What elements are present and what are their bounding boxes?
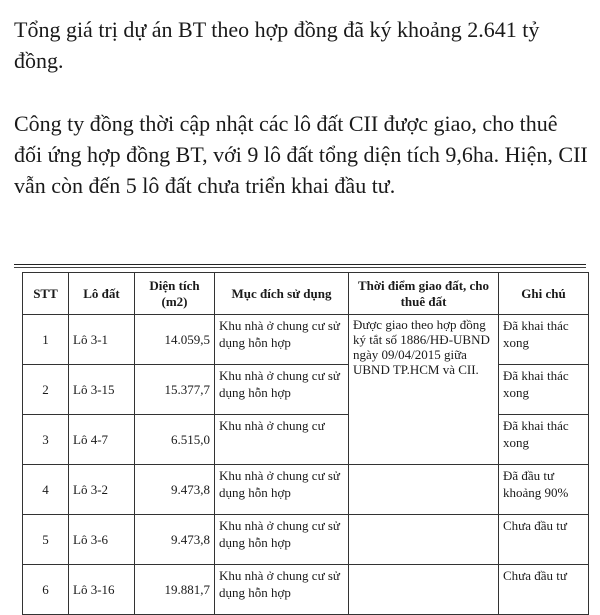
cell-lot: Lô 3-15 — [69, 365, 135, 415]
cell-area: 9.473,8 — [135, 515, 215, 565]
table-row — [23, 415, 589, 465]
cell-purpose: Khu nhà ở chung cư sử dụng hỗn hợp — [215, 315, 349, 365]
land-lots-table — [22, 272, 589, 615]
cell-purpose: Khu nhà ở chung cư sử dụng hỗn hợp — [215, 365, 349, 415]
cell-lot: Lô 4-7 — [69, 415, 135, 465]
table-row — [23, 565, 589, 615]
cell-stt: 5 — [23, 515, 69, 565]
table-row — [23, 465, 589, 515]
cell-time-empty — [349, 465, 499, 515]
cell-time: Được giao theo hợp đồng ký tắt số 1886/HĐ-UBND ngày 09/04/2015 giữa UBND TP.HCM và CII. — [349, 315, 499, 465]
cell-purpose: Khu nhà ở chung cư sử dụng hỗn hợp — [215, 565, 349, 615]
cell-lot: Lô 3-16 — [69, 565, 135, 615]
cell-stt: 4 — [23, 465, 69, 515]
cell-lot: Lô 3-2 — [69, 465, 135, 515]
table-header-row — [23, 273, 589, 315]
cell-time-empty — [349, 515, 499, 565]
cell-stt: 6 — [23, 565, 69, 615]
cell-purpose: Khu nhà ở chung cư sử dụng hỗn hợp — [215, 465, 349, 515]
table-top-rule — [14, 264, 586, 265]
header-time: Thời điểm giao đất, cho thuê đất — [349, 273, 499, 315]
header-purpose: Mục đích sử dụng — [215, 273, 349, 315]
table-row — [23, 315, 589, 365]
cell-lot: Lô 3-6 — [69, 515, 135, 565]
cell-time-empty — [349, 565, 499, 615]
cell-purpose: Khu nhà ở chung cư — [215, 415, 349, 465]
cell-note: Chưa đầu tư — [499, 515, 589, 565]
paragraph-project-value: Tổng giá trị dự án BT theo hợp đồng đã ký khoảng 2.641 tỷ đồng. — [14, 17, 540, 73]
cell-note: Đã khai thác xong — [499, 365, 589, 415]
cell-stt: 3 — [23, 415, 69, 465]
header-note: Ghi chú — [499, 273, 589, 315]
header-lot: Lô đất — [69, 273, 135, 315]
header-area: Diện tích (m2) — [135, 273, 215, 315]
cell-note: Chưa đầu tư — [499, 565, 589, 615]
cell-note: Đã khai thác xong — [499, 415, 589, 465]
cell-note: Đã khai thác xong — [499, 315, 589, 365]
cell-lot: Lô 3-1 — [69, 315, 135, 365]
cell-purpose: Khu nhà ở chung cư sử dụng hỗn hợp — [215, 515, 349, 565]
cell-area: 6.515,0 — [135, 415, 215, 465]
cell-note: Đã đầu tư khoảng 90% — [499, 465, 589, 515]
table-row — [23, 515, 589, 565]
cell-stt: 1 — [23, 315, 69, 365]
table-row — [23, 365, 589, 415]
header-stt: STT — [23, 273, 69, 315]
table-top-rule-2 — [14, 267, 586, 268]
cell-area: 9.473,8 — [135, 465, 215, 515]
cell-area: 14.059,5 — [135, 315, 215, 365]
cell-area: 19.881,7 — [135, 565, 215, 615]
cell-stt: 2 — [23, 365, 69, 415]
cell-area: 15.377,7 — [135, 365, 215, 415]
paragraph-land-lots: Công ty đồng thời cập nhật các lô đất CII được giao, cho thuê đối ứng hợp đồng BT, với 9 lô đất tổng diện tích 9,6ha. Hiện, CII vẫn còn đến 5 lô đất chưa triển khai đầu tư. — [14, 111, 588, 198]
